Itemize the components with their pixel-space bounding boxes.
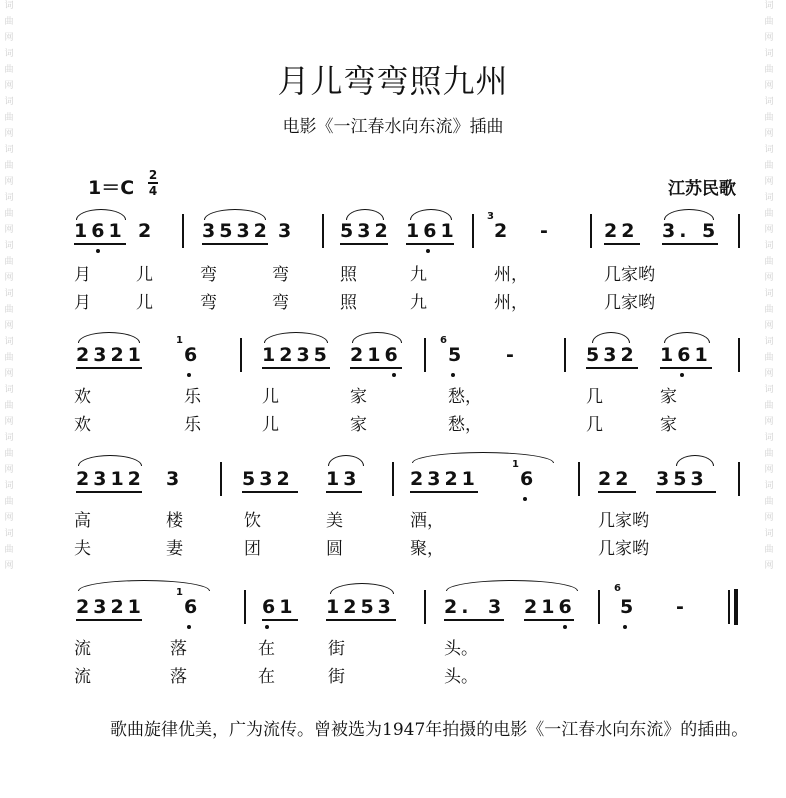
watermark-char: 词 [764,433,774,443]
lyric: 落 [170,639,187,659]
lyric: 乐 [184,387,201,407]
watermark-char: 曲 [764,113,774,123]
watermark-char: 网 [764,225,774,235]
watermark-char: 曲 [764,545,774,555]
note-group: - [676,596,688,618]
lyric: 楼 [166,511,183,531]
watermark-char: 网 [4,225,14,235]
grace-note: 3 [487,211,494,222]
song-attribution: 江苏民歌 [668,179,736,199]
lyric: 夫 [74,539,91,559]
watermark-char: 网 [4,513,14,523]
watermark-char: 词 [4,481,14,491]
note-group: 13 [326,468,361,490]
lyric: 在 [258,639,275,659]
watermark-char: 曲 [4,305,14,315]
watermark-char: 曲 [4,449,14,459]
watermark-char: 词 [764,49,774,59]
lyric: 落 [170,667,187,687]
watermark-char: 词 [4,49,14,59]
lyric: 家 [660,387,677,407]
lyric: 几家哟 [598,511,649,531]
note-group: 6 [184,596,202,618]
note-group: 161 [406,220,458,242]
lyric: 流 [74,667,91,687]
watermark-char: 词 [764,145,774,155]
watermark-char: 词 [4,289,14,299]
watermark-char: 网 [4,129,14,139]
watermark-char: 曲 [764,65,774,75]
note-group: 3. [662,220,691,242]
lyric: 几家哟 [604,293,655,313]
watermark-char: 词 [4,385,14,395]
watermark-char: 曲 [764,497,774,507]
lyric: 圆 [326,539,343,559]
lyric: 州， [494,293,528,313]
lyric: 头。 [444,667,478,687]
grace-note: 6 [440,335,447,346]
watermark-char: 曲 [764,161,774,171]
lyric: 儿 [262,415,279,435]
lyric: 头。 [444,639,478,659]
note-group: 1235 [262,344,331,366]
grace-note: 1 [512,459,519,470]
note-group: 22 [598,468,633,490]
watermark-char: 曲 [4,497,14,507]
watermark-char: 曲 [764,353,774,363]
note-group: 161 [660,344,712,366]
note-group: 3532 [202,220,271,242]
lyric: 家 [660,415,677,435]
lyric: 乐 [184,415,201,435]
watermark-char: 网 [4,465,14,475]
key-signature: 1＝C [88,177,135,199]
watermark-char: 曲 [764,401,774,411]
watermark-char: 网 [764,417,774,427]
watermark-char: 网 [764,273,774,283]
note-group: 22 [604,220,639,242]
lyric: 酒， [410,511,444,531]
watermark-char: 网 [764,465,774,475]
lyric: 几家哟 [604,265,655,285]
note-group: 216 [524,596,576,618]
watermark-char: 网 [764,177,774,187]
watermark-char: 词 [764,289,774,299]
note-group: 2 [138,220,156,242]
grace-note: 1 [176,335,183,346]
note-group: 2 [494,220,512,242]
note-group: 2321 [410,468,479,490]
watermark-char: 网 [4,273,14,283]
watermark-char: 词 [4,1,14,11]
note-group: - [506,344,518,366]
lyric: 儿 [136,293,153,313]
watermark-char: 网 [764,561,774,571]
lyric: 家 [350,387,367,407]
note-group: 2312 [76,468,145,490]
watermark-char: 曲 [4,161,14,171]
lyric: 儿 [136,265,153,285]
lyric: 欢 [74,415,91,435]
note-group: 353 [656,468,708,490]
watermark-char: 词 [764,193,774,203]
note-group: 161 [74,220,126,242]
note-group: 61 [262,596,297,618]
lyric: 照 [340,265,357,285]
lyric: 弯 [200,265,217,285]
watermark-char: 曲 [4,353,14,363]
watermark-char: 曲 [4,257,14,267]
watermark-char: 网 [764,513,774,523]
lyric: 月 [74,293,91,313]
watermark-char: 网 [764,321,774,331]
note-group: 3 [166,468,184,490]
lyric: 团 [244,539,261,559]
watermark-char: 曲 [764,257,774,267]
watermark-char: 曲 [4,545,14,555]
note-group: 2321 [76,344,145,366]
lyric: 欢 [74,387,91,407]
lyric: 九 [410,293,427,313]
note-group: 6 [184,344,202,366]
lyric: 几 [586,387,603,407]
watermark-char: 词 [4,337,14,347]
watermark-char: 网 [4,33,14,43]
watermark-char: 网 [4,417,14,427]
note-group: 2. [444,596,473,618]
lyric: 照 [340,293,357,313]
lyric: 在 [258,667,275,687]
watermark-char: 词 [764,481,774,491]
watermark-char: 词 [4,241,14,251]
lyric: 弯 [200,293,217,313]
lyric: 弯 [272,293,289,313]
note-group: 216 [350,344,402,366]
note-group: 532 [242,468,294,490]
watermark-char: 网 [4,81,14,91]
watermark-char: 词 [764,385,774,395]
watermark-char: 词 [4,193,14,203]
watermark-char: 网 [764,81,774,91]
song-description: 歌曲旋律优美，广为流传。曾被选为1947年拍摄的电影《一江春水向东流》的插曲。 [110,720,749,740]
lyric: 妻 [166,539,183,559]
lyric: 州， [494,265,528,285]
lyric: 儿 [262,387,279,407]
lyric: 聚， [410,539,444,559]
watermark-char: 词 [4,145,14,155]
note-group: 2321 [76,596,145,618]
note-group: - [540,220,552,242]
time-signature-bottom: 4 [148,183,158,198]
grace-note: 1 [176,587,183,598]
watermark-char: 曲 [4,113,14,123]
watermark-char: 词 [764,97,774,107]
lyric: 流 [74,639,91,659]
watermark-char: 网 [4,561,14,571]
watermark-char: 词 [4,529,14,539]
grace-note: 6 [614,583,621,594]
lyric: 愁， [448,387,482,407]
watermark-char: 曲 [764,305,774,315]
watermark-char: 词 [764,529,774,539]
lyric: 美 [326,511,343,531]
watermark-char: 网 [4,321,14,331]
watermark-char: 网 [764,33,774,43]
note-group: 3 [278,220,296,242]
note-group: 5 [620,596,638,618]
watermark-char: 词 [764,1,774,11]
time-signature-top: 2 [148,168,158,182]
lyric: 几家哟 [598,539,649,559]
watermark-char: 网 [764,129,774,139]
watermark-char: 曲 [764,209,774,219]
note-group: 1253 [326,596,395,618]
note-group: 532 [586,344,638,366]
watermark-char: 曲 [4,401,14,411]
note-group: 6 [520,468,538,490]
lyric: 饮 [244,511,261,531]
watermark-char: 词 [4,433,14,443]
note-group: 5 [702,220,720,242]
song-title: 月儿弯弯照九州 [277,62,509,100]
watermark-char: 曲 [4,209,14,219]
watermark-char: 曲 [4,65,14,75]
lyric: 几 [586,415,603,435]
note-group: 532 [340,220,392,242]
lyric: 高 [74,511,91,531]
lyric: 弯 [272,265,289,285]
watermark-char: 词 [764,241,774,251]
note-group: 5 [448,344,466,366]
watermark-char: 网 [4,369,14,379]
note-group: 3 [488,596,506,618]
lyric: 街 [328,667,345,687]
lyric: 愁， [448,415,482,435]
song-subtitle: 电影《一江春水向东流》插曲 [282,117,504,137]
lyric: 街 [328,639,345,659]
watermark-char: 曲 [4,17,14,27]
watermark-char: 词 [4,97,14,107]
watermark-char: 曲 [764,17,774,27]
watermark-char: 词 [764,337,774,347]
watermark-char: 网 [764,369,774,379]
lyric: 月 [74,265,91,285]
lyric: 九 [410,265,427,285]
watermark-char: 网 [4,177,14,187]
lyric: 家 [350,415,367,435]
watermark-char: 曲 [764,449,774,459]
